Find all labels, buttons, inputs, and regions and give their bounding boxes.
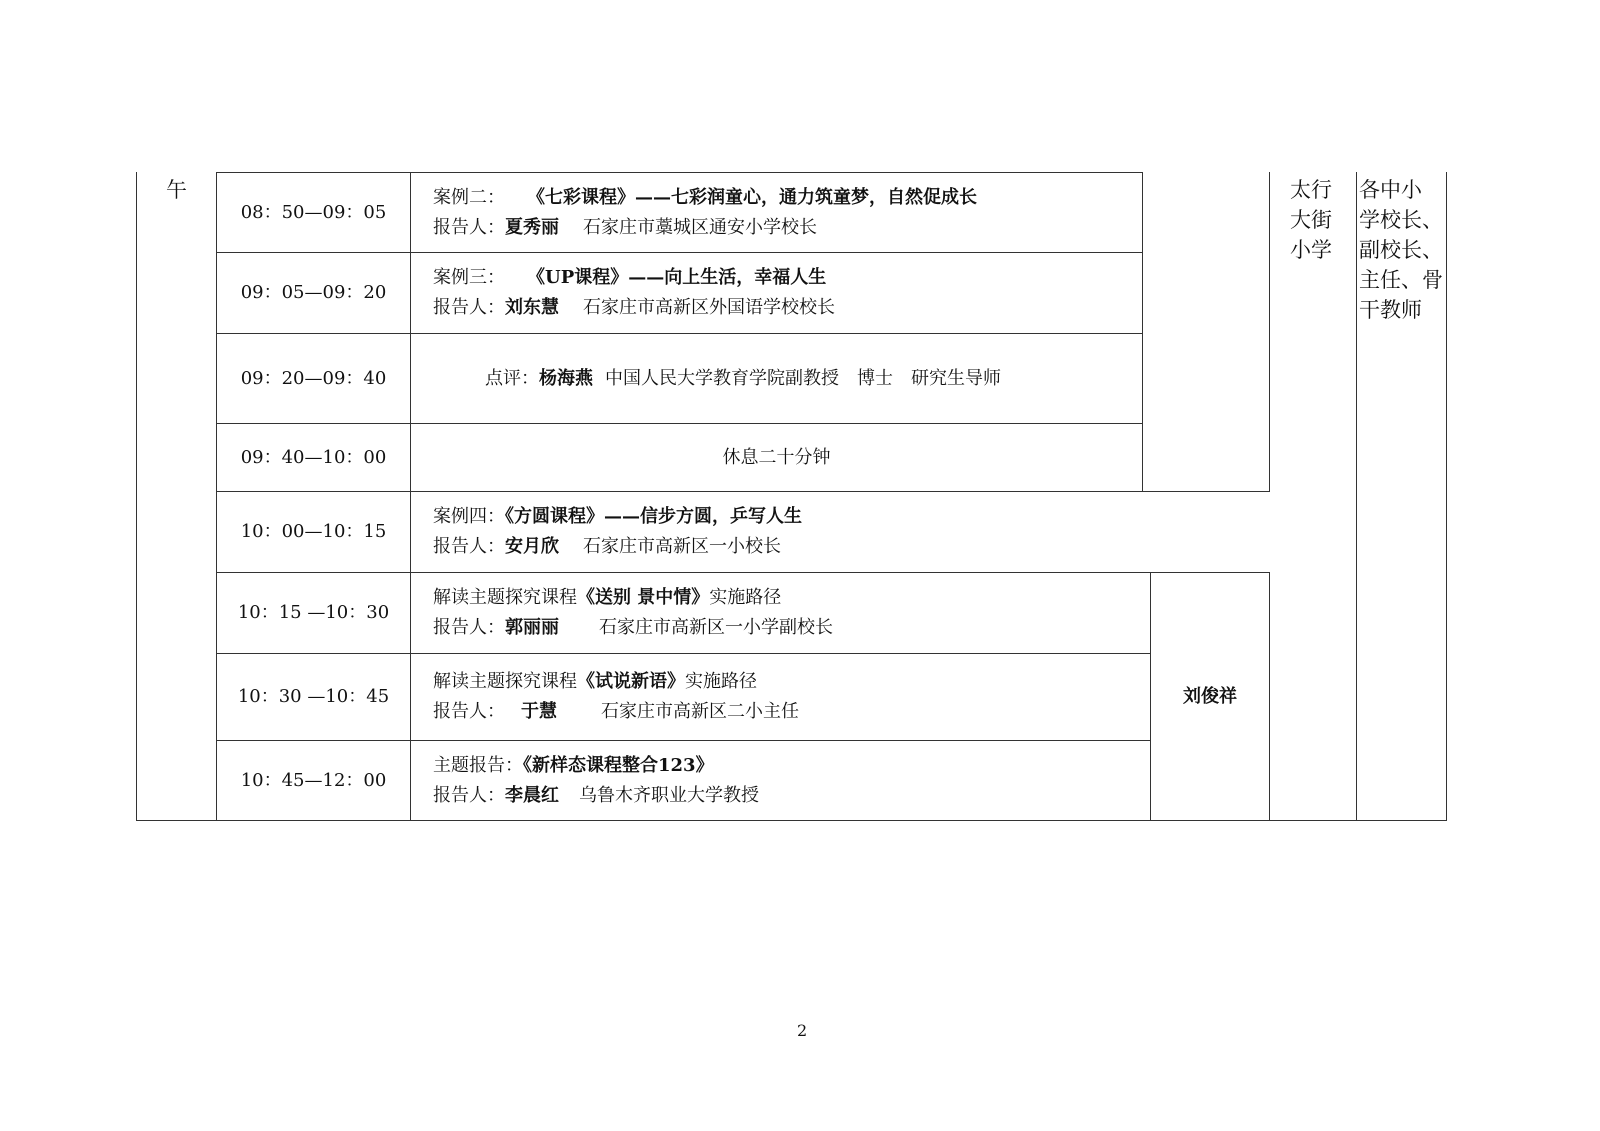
comment-line: 点评：杨海燕 中国人民大学教育学院副教授 博士 研究生导师 — [485, 367, 1001, 389]
reporter-name: 安月欣 — [505, 536, 559, 557]
time-cell — [217, 741, 410, 820]
topic-line: 解读主题探究课程《试说新语》实施路径 — [433, 671, 757, 692]
content-cell — [411, 334, 1142, 423]
content-cell — [411, 253, 1142, 333]
time-cell — [217, 492, 410, 572]
case-title: 《七彩课程》——七彩润童心，通力筑童梦，自然促成长 — [527, 186, 977, 208]
content-cell — [411, 741, 1150, 820]
audience-cell: 各中小 学校长、 副校长、 主任、骨 干教师 — [1359, 178, 1443, 322]
reporter-line: 报告人：郭丽丽 石家庄市高新区一小学副校长 — [433, 617, 833, 638]
keynote-title: 《新样态课程整合123》 — [523, 754, 714, 776]
break-text: 休息二十分钟 — [722, 446, 831, 468]
reporter-line: 报告人：李晨红 乌鲁木齐职业大学教授 — [433, 784, 759, 806]
reporter-line: 报告人：刘东慧 石家庄市高新区外国语学校校长 — [433, 297, 835, 318]
reporter-name: 郭丽丽 — [505, 617, 559, 638]
topic-line: 解读主题探究课程《送别 景中情》实施路径 — [433, 587, 782, 608]
time-text: 10：45—12：00 — [240, 769, 387, 791]
content-cell — [411, 573, 1150, 653]
case-title-line: 案例四：《方圆课程》——信步方圆，乒写人生 — [433, 506, 802, 527]
time-text: 10：15 —10：30 — [237, 602, 390, 623]
case-title: 《方圆课程》——信步方圆，乒写人生 — [505, 506, 802, 527]
reporter-line: 报告人： 于慧 石家庄市高新区二小主任 — [433, 701, 799, 722]
reporter-name: 李晨红 — [505, 784, 559, 806]
reporter-name: 刘东慧 — [505, 297, 559, 318]
keynote-line: 主题报告：《新样态课程整合123》 — [433, 754, 714, 776]
reporter-line: 报告人：夏秀丽 石家庄市藁城区通安小学校长 — [433, 216, 817, 238]
time-text: 09：40—10：00 — [240, 446, 387, 468]
venue-cell: 太行 大街 小学 — [1290, 178, 1332, 262]
time-text: 08：50—09：05 — [240, 201, 387, 223]
time-text: 09：05—09：20 — [240, 282, 387, 303]
time-cell — [217, 334, 410, 423]
period-label: 午 — [166, 178, 187, 202]
case-title-line: 案例二： 《七彩课程》——七彩润童心，通力筑童梦，自然促成长 — [433, 186, 977, 208]
host-cell — [1151, 573, 1269, 820]
time-text: 10：30 —10：45 — [237, 686, 390, 707]
commenter-name: 杨海燕 — [539, 367, 593, 389]
time-cell — [217, 253, 410, 333]
case-title-line: 案例三： 《UP课程》——向上生活，幸福人生 — [433, 267, 827, 288]
reporter-name: 夏秀丽 — [505, 216, 559, 238]
time-text: 09：20—09：40 — [240, 367, 387, 389]
time-cell — [217, 573, 410, 653]
time-cell — [217, 173, 410, 252]
time-cell — [217, 424, 410, 491]
page-number: 2 — [797, 1021, 808, 1040]
time-cell — [217, 654, 410, 740]
host-name: 刘俊祥 — [1183, 685, 1237, 707]
case-title: 《UP课程》——向上生活，幸福人生 — [527, 267, 827, 288]
topic-title: 《送别 景中情》 — [577, 587, 710, 608]
topic-title: 《试说新语》 — [577, 671, 685, 692]
content-cell — [411, 424, 1142, 491]
content-cell — [411, 654, 1150, 740]
content-cell — [411, 173, 1142, 252]
reporter-name: 于慧 — [521, 701, 557, 722]
content-cell — [411, 492, 1269, 572]
reporter-line: 报告人：安月欣 石家庄市高新区一小校长 — [433, 536, 781, 557]
time-text: 10：00—10：15 — [240, 521, 387, 542]
